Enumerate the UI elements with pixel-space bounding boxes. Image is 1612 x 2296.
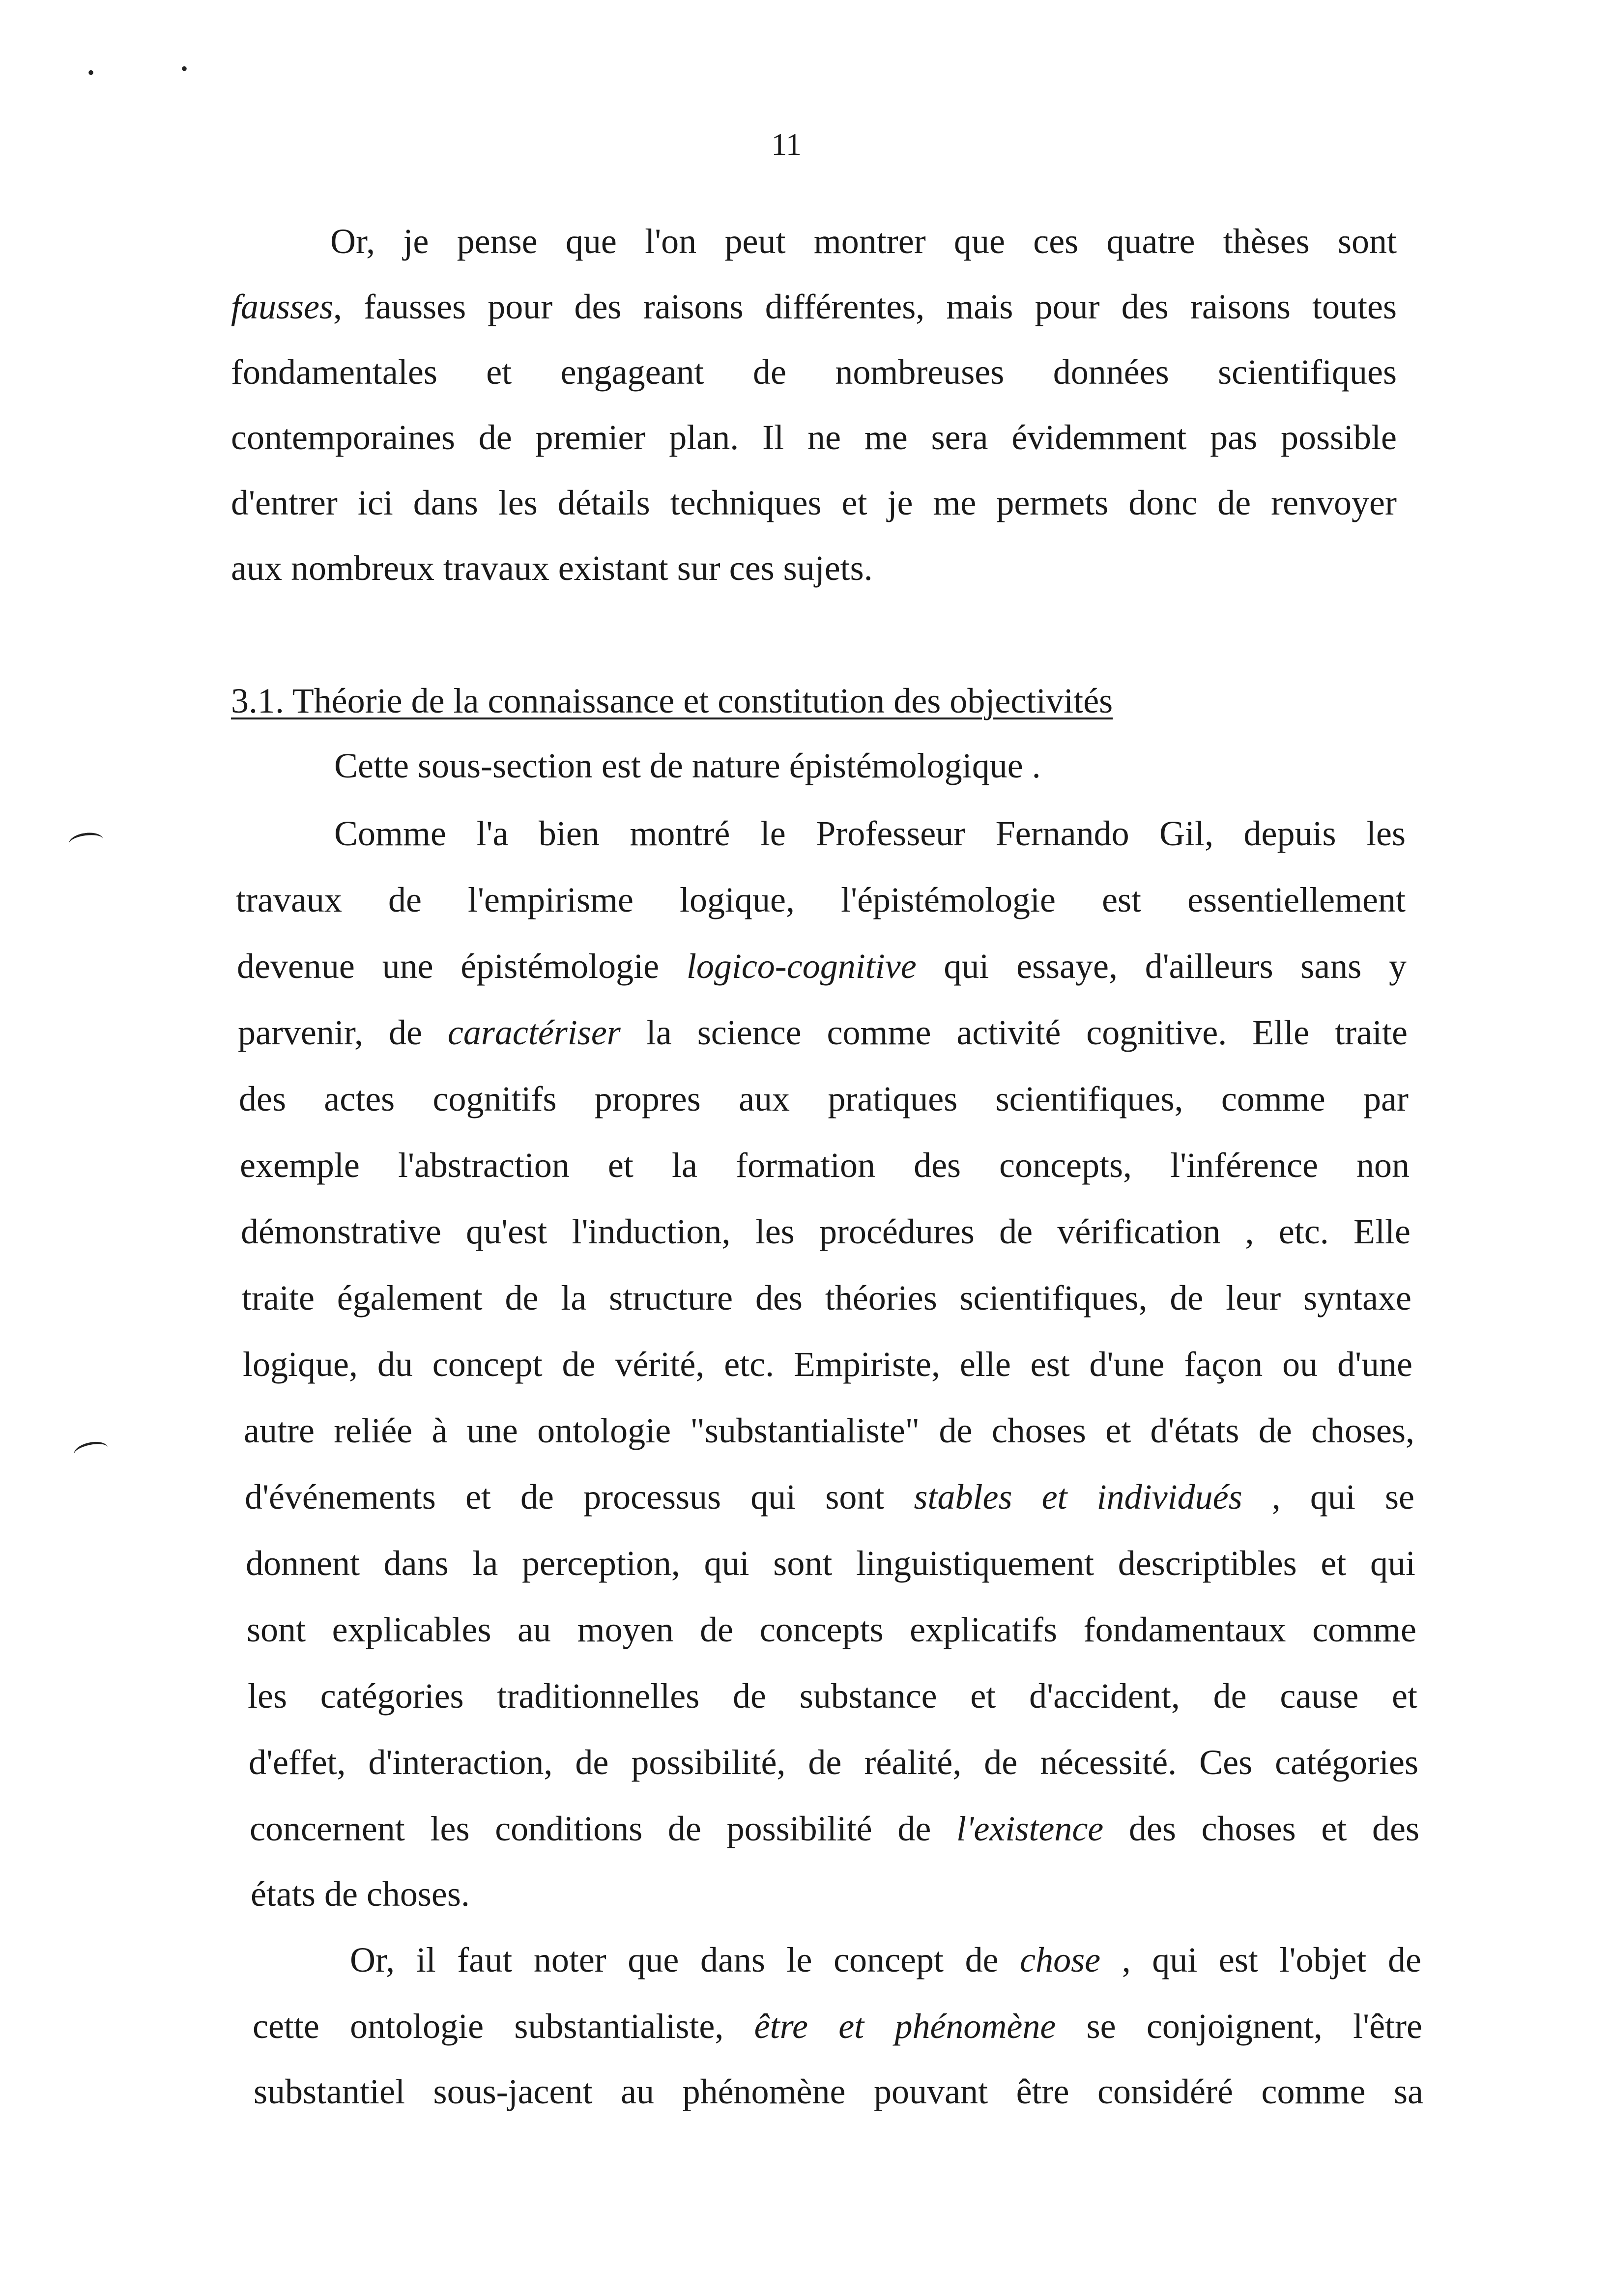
text-segment: concernent les conditions de possibilité de <box>250 1809 957 1848</box>
text-segment: des actes cognitifs propres aux pratiques scientifiques, comme par <box>239 1079 1409 1119</box>
paragraph-line <box>247 1612 1416 1647</box>
paragraph-line <box>242 1280 1411 1316</box>
paragraph-line <box>254 2074 1423 2109</box>
text-segment: les catégories traditionnelles de substance et d'accident, de cause et <box>248 1676 1417 1716</box>
text-segment: , fausses pour des raisons différentes, mais pour des raisons toutes <box>333 287 1397 326</box>
corner-mark-right: • <box>181 57 188 80</box>
paragraph-line <box>231 485 1397 520</box>
text-segment: cette ontologie substantialiste, <box>253 2007 754 2046</box>
paragraph-line <box>240 1148 1410 1183</box>
paragraph-line <box>239 1081 1409 1117</box>
paragraph-line <box>231 550 1397 586</box>
paragraph-line <box>253 2009 1422 2044</box>
paragraph-line <box>236 882 1406 918</box>
text-segment: logique, du concept de vérité, etc. Empiriste, elle est d'une façon ou d'une <box>243 1345 1412 1384</box>
paragraph-line <box>251 1876 1420 1912</box>
margin-stroke-mark <box>72 1439 110 1463</box>
italic-text: stables et individués <box>914 1477 1242 1517</box>
text-segment: devenue une épistémologie <box>237 947 687 986</box>
text-segment: Comme l'a bien montré le Professeur Fernando Gil, depuis les <box>334 814 1406 853</box>
text-segment: états de choses. <box>251 1874 470 1914</box>
text-segment: sont explicables au moyen de concepts explicatifs fondamentaux comme <box>247 1610 1416 1649</box>
text-segment: Or, je pense que l'on peut montrer que ces quatre thèses sont <box>330 222 1397 261</box>
text-segment: fondamentales et engageant de nombreuses données scientifiques <box>231 352 1397 392</box>
paragraph-line <box>238 1015 1408 1050</box>
section-heading: 3.1. Théorie de la connaissance et constitution des objectivités <box>231 681 1113 720</box>
margin-stroke-mark <box>68 831 104 852</box>
text-segment: se conjoignent, l'être <box>1056 2007 1422 2046</box>
paragraph-line <box>237 948 1407 984</box>
corner-mark-left: • <box>87 61 95 84</box>
text-segment: la science comme activité cognitive. Elle traite <box>620 1013 1408 1052</box>
paragraph-line <box>330 224 1397 259</box>
paragraph-line <box>248 1678 1417 1714</box>
text-segment: démonstrative qu'est l'induction, les procédures de vérification , etc. Elle <box>241 1212 1410 1251</box>
text-segment: autre reliée à une ontologie "substantialiste" de choses et d'états de choses, <box>244 1411 1414 1450</box>
paragraph-line <box>249 1745 1418 1780</box>
page-number: 11 <box>771 127 802 162</box>
paragraph-line <box>231 354 1397 390</box>
italic-text: être et phénomène <box>754 2007 1056 2046</box>
text-segment: travaux de l'empirisme logique, l'épistémologie est essentiellement <box>236 880 1406 919</box>
paragraph-line <box>243 1347 1412 1382</box>
text-segment: contemporaines de premier plan. Il ne me sera évidemment pas possible <box>231 418 1397 457</box>
text-segment: substantiel sous-jacent au phénomène pouvant être considéré comme sa <box>254 2072 1423 2111</box>
text-segment: exemple l'abstraction et la formation des concepts, l'inférence non <box>240 1146 1410 1185</box>
text-segment: aux nombreux travaux existant sur ces sujets. <box>231 548 873 588</box>
text-segment: qui essaye, d'ailleurs sans y <box>916 947 1407 986</box>
paragraph-line <box>250 1811 1419 1846</box>
italic-text: chose <box>1020 1940 1101 1980</box>
text-segment: donnent dans la perception, qui sont linguistiquement descriptibles et qui <box>246 1544 1415 1583</box>
paragraph-line <box>244 1413 1414 1448</box>
text-segment: traite également de la structure des théories scientifiques, de leur syntaxe <box>242 1278 1411 1318</box>
italic-text: caractériser <box>447 1013 621 1052</box>
text-segment: des choses et des <box>1103 1809 1419 1848</box>
paragraph-line <box>246 1546 1415 1581</box>
paragraph-line <box>241 1214 1410 1249</box>
text-segment: parvenir, de <box>238 1013 448 1052</box>
italic-text: logico-cognitive <box>686 947 917 986</box>
paragraph-line <box>334 748 1406 783</box>
italic-text: l'existence <box>956 1809 1104 1848</box>
text-segment: Or, il faut noter que dans le concept de <box>350 1940 1020 1980</box>
paragraph-line <box>334 816 1406 851</box>
paragraph-line <box>231 420 1397 455</box>
text-segment: d'effet, d'interaction, de possibilité, de réalité, de nécessité. Ces catégories <box>249 1743 1418 1782</box>
paragraph-line <box>350 1942 1421 1978</box>
text-segment: , qui est l'objet de <box>1100 1940 1422 1980</box>
text-segment: d'entrer ici dans les détails techniques et je me permets donc de renvoyer <box>231 483 1397 522</box>
text-segment: Cette sous-section est de nature épistémologique . <box>334 746 1041 785</box>
italic-text: fausses <box>231 287 334 326</box>
text-segment: , qui se <box>1242 1477 1414 1517</box>
paragraph-line <box>231 289 1397 324</box>
paragraph-line <box>245 1479 1414 1515</box>
text-segment: d'événements et de processus qui sont <box>245 1477 914 1517</box>
